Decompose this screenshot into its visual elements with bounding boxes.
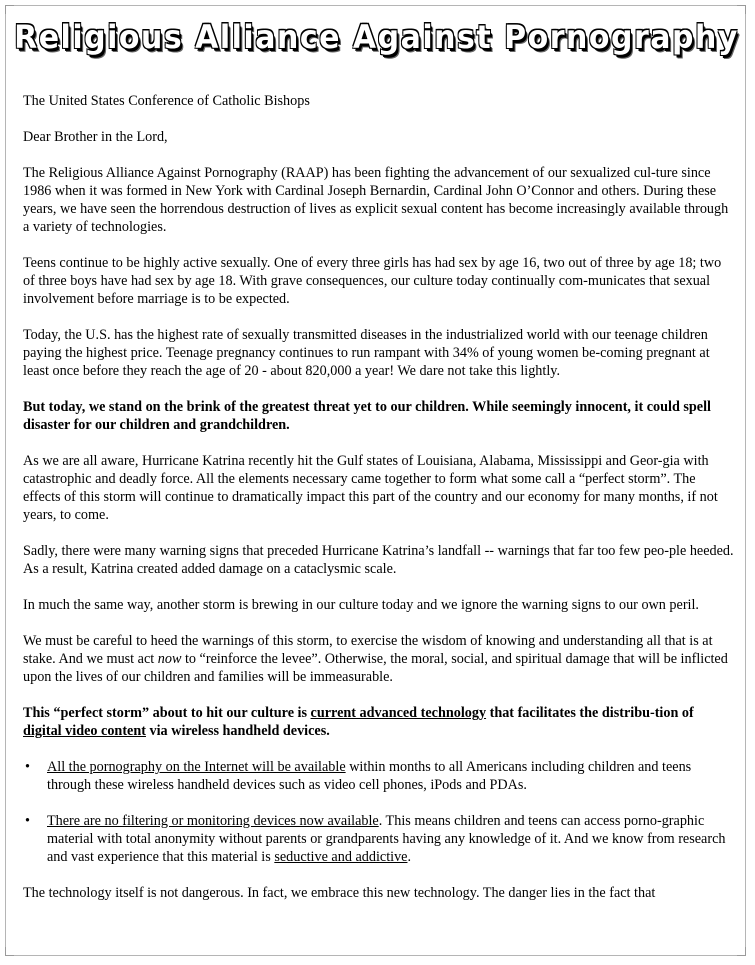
paragraph-greatest-threat: But today, we stand on the brink of the greatest threat yet to our children. While seemingly innocent, it could spell disaster for our children and grandchildren. [23, 399, 711, 433]
paragraph-warning-signs: Sadly, there were many warning signs that preceded Hurricane Katrina’s landfall -- warnings that far too few peo-ple heeded. As a result, Katrina created added damage on a cataclysmic scale. [23, 543, 734, 577]
page-corner-mark [737, 5, 746, 14]
recipient-line: The United States Conference of Catholic Bishops [23, 93, 310, 109]
list-item [23, 758, 735, 794]
page-corner-mark [5, 5, 14, 14]
page-corner-mark [5, 947, 14, 956]
underlined-phrase: There are no filtering or monitoring devices now available [47, 813, 379, 829]
letter-body [23, 92, 735, 920]
text-run: that facilitates the distribu-tion of [486, 705, 694, 721]
bullet-list [23, 758, 735, 866]
text-run: to “reinforce the levee”. Otherwise, the moral, social, and spiritual damage that will be inflicted upon the lives of our children and families will be immeasurable. [23, 651, 728, 685]
letterhead-title: Religious Alliance Against Pornography [14, 18, 739, 57]
page-frame [5, 5, 746, 956]
text-run: within months to all Americans including children and teens through these wireless handheld devices such as video cell phones, iPods and PDAs. [47, 759, 692, 793]
paragraph-teen-activity: Teens continue to be highly active sexually. One of every three girls has had sex by age 16, two out of three by age 18; two of three boys have had sex by age 18. With grave consequences, our culture today continually com-municates that sexual involvement before marriage is to be expected. [23, 255, 722, 307]
paragraph-katrina: As we are all aware, Hurricane Katrina recently hit the Gulf states of Louisiana, Alabama, Mississippi and Geor-gia with catastrophic and deadly force. All the elements necessary came together to form what some call a “perfect storm”. The effects of this storm will continue to dramatically impact this part of the country and our economy for many months, if not years, to come. [23, 453, 718, 523]
bullet-icon: • [25, 759, 30, 775]
underlined-phrase: All the pornography on the Internet will be available [47, 759, 346, 775]
text-run: . [407, 849, 412, 865]
paragraph-perfect-storm [23, 704, 735, 740]
text-run: This “perfect storm” about to hit our culture is [23, 705, 311, 721]
text-run: . This means children and teens can access porno-graphic material with total anonymity without parents or grandparents having any knowledge of it. And we know from research and vast experience that this material is [47, 813, 726, 865]
underlined-phrase: seductive and addictive [274, 849, 408, 865]
salutation: Dear Brother in the Lord, [23, 129, 168, 145]
page-corner-mark [737, 947, 746, 956]
underlined-phrase: digital video content [23, 723, 146, 739]
list-item [23, 812, 735, 866]
bullet-icon: • [25, 813, 30, 829]
paragraph-technology-danger: The technology itself is not dangerous. In fact, we embrace this new technology. The danger lies in the fact that [23, 885, 656, 901]
emphasis-now: now [157, 651, 182, 667]
text-run: We must be careful to heed the warnings of this storm, to exercise the wisdom of knowing and understanding all that is at stake. And we must act [23, 633, 713, 667]
paragraph-heed-warnings [23, 632, 735, 686]
underlined-phrase: current advanced technology [310, 705, 487, 721]
paragraph-std-rates: Today, the U.S. has the highest rate of sexually transmitted diseases in the industrialized world with our teenage children paying the highest price. Teenage pregnancy continues to run rampant with 34% of young women be-coming pregnant at least once before they reach the age of 20 - about 820,000 a year! We dare not take this lightly. [23, 327, 710, 379]
text-run: via wireless handheld devices. [145, 723, 330, 739]
paragraph-storm-brewing: In much the same way, another storm is brewing in our culture today and we ignore the warning signs to our own peril. [23, 597, 699, 613]
paragraph-raap-history: The Religious Alliance Against Pornography (RAAP) has been fighting the advancement of our sexualized cul-ture since 1986 when it was formed in New York with Cardinal Joseph Bernardin, Cardinal John O’Connor and others. During these years, we have seen the horrendous destruction of lives as explicit sexual content has become increasingly available through a variety of technologies. [23, 165, 729, 235]
